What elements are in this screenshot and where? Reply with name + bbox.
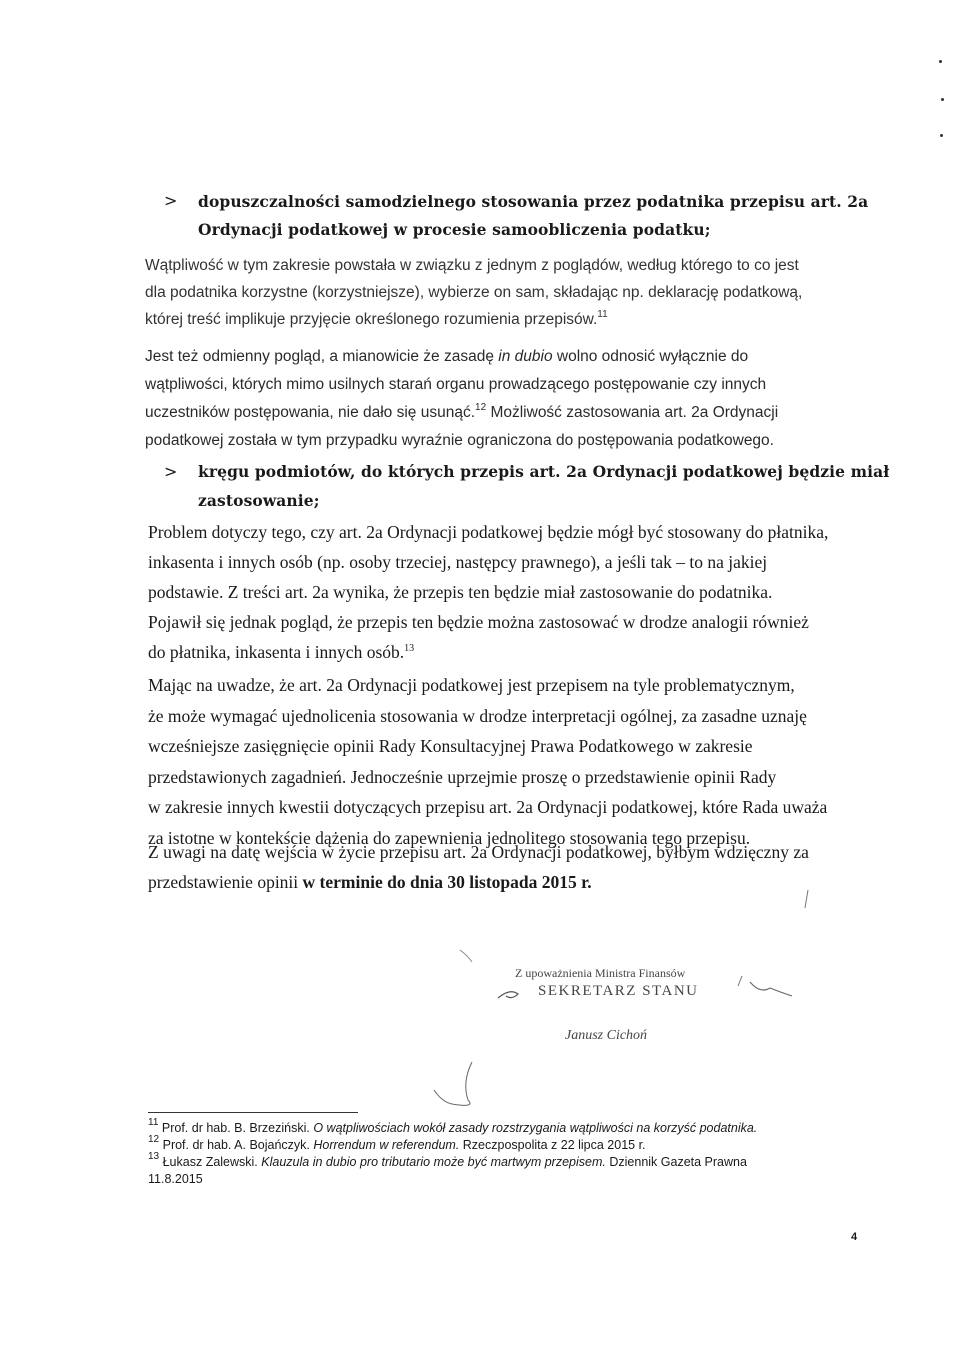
paragraph-2-line1-text: Jest też odmienny pogląd, a mianowicie że zasadę — [145, 348, 494, 365]
footnote-11 — [148, 1117, 868, 1137]
paragraph-4 — [148, 670, 863, 853]
bullet-heading-1-line2: Ordynacji podatkowej w procesie samoobliczenia podatku; — [198, 220, 711, 239]
footnote-author: Prof. dr hab. A. Bojańczyk. — [162, 1138, 310, 1152]
footnote-ref-12: 12 — [475, 402, 487, 413]
paragraph-3-line2: inkasenta i innych osób (np. osoby trzeciej, następcy prawnego), a jeśli tak – to na jakiej — [148, 552, 768, 572]
in-dubio-phrase: in dubio — [498, 348, 553, 365]
paragraph-1-line2: dla podatnika korzystne (korzystniejsze), wybierze on sam, składając np. deklarację podatkową, — [145, 284, 803, 301]
footnote-12 — [148, 1134, 868, 1154]
paragraph-2-line3-rest: Możliwość zastosowania art. 2a Ordynacji — [490, 404, 779, 421]
footnote-author: Łukasz Zalewski. — [162, 1155, 258, 1169]
paragraph-5-line1: Z uwagi na datę wejścia w życie przepisu art. 2a Ordynacji podatkowej, byłbym wdzięczny za — [148, 842, 809, 862]
paragraph-3-line5-text: do płatnika, inkasenta i innych osób. — [148, 642, 405, 662]
paragraph-2-line1 — [145, 343, 865, 371]
paragraph-5-line2-text: przedstawienie opinii — [148, 872, 299, 892]
paragraph-2-line3-text: uczestników postępowania, nie dało się usunąć. — [145, 404, 476, 421]
signatory-name: Janusz Cichoń — [565, 1028, 648, 1043]
footnote-13-continued: 11.8.2015 — [148, 1172, 203, 1186]
paragraph-3 — [148, 517, 863, 667]
paragraph-4-line5: w zakresie innych kwestii dotyczących przepisu art. 2a Ordynacji podatkowej, które Rada uważa — [148, 797, 828, 817]
paragraph-1-line3-text: której treść implikuje przyjęcie określonego rozumienia przepisów. — [145, 311, 598, 328]
paragraph-2-line4: podatkowej została w tym przypadku wyraźnie ograniczona do postępowania podatkowego. — [145, 432, 774, 449]
bullet-heading-1 — [198, 192, 869, 239]
paragraph-3-line4: Pojawił się jednak pogląd, że przepis ten będzie można zastosować w drodze analogii również — [148, 612, 809, 632]
paragraph-1 — [145, 252, 865, 333]
footnote-number: 11 — [148, 1117, 159, 1128]
paragraph-1-line1: Wątpliwość w tym zakresie powstała w związku z jednym z poglądów, według którego to co jest — [145, 257, 799, 274]
scan-mark — [940, 134, 943, 137]
footnote-13 — [148, 1151, 868, 1171]
scan-mark — [939, 60, 942, 63]
paragraph-4-line6: za istotne w kontekście dążenia do zapewnienia jednolitego stosowania tego przepisu. — [148, 827, 751, 848]
footnote-ref-13: 13 — [404, 643, 415, 654]
deadline-text: w terminie do dnia 30 listopada 2015 r. — [302, 872, 592, 892]
paragraph-5 — [148, 837, 863, 897]
bullet-heading-1-line1: dopuszczalności samodzielnego stosowania przez podatnika przepisu art. 2a — [198, 192, 869, 211]
stamp-title: SEKRETARZ STANU — [538, 983, 699, 999]
paragraph-2 — [145, 343, 865, 455]
bullet-heading-2 — [198, 462, 890, 510]
paragraph-3-line1: Problem dotyczy tego, czy art. 2a Ordynacji podatkowej będzie mógł być stosowany do płatnika, — [148, 522, 829, 542]
handwritten-signature-icon — [420, 890, 820, 1110]
paragraph-4-line4: przedstawionych zagadnień. Jednocześnie uprzejmie proszę o przedstawienie opinii Rady — [148, 766, 777, 787]
scan-mark — [941, 98, 944, 101]
paragraph-4-line1: Mając na uwadze, że art. 2a Ordynacji podatkowej jest przepisem na tyle problematycznym, — [148, 675, 795, 695]
paragraph-4-line2: że może wymagać ujednolicenia stosowania w drodze interpretacji ogólnej, za zasadne uznaję — [148, 705, 807, 726]
footnote-source: Dziennik Gazeta Prawna — [609, 1155, 747, 1169]
footnote-title: Klauzula in dubio pro tributario może być martwym przepisem. — [261, 1155, 606, 1169]
paragraph-1-line3 — [145, 306, 865, 333]
page-number: 4 — [851, 1231, 858, 1243]
stamp-authorization: Z upoważnienia Ministra Finansów — [515, 966, 686, 980]
paragraph-4-line3: wcześniejsze zasięgnięcie opinii Rady Konsultacyjnej Prawa Podatkowego w zakresie — [148, 736, 753, 756]
footnote-title: Horrendum w referendum. — [313, 1138, 460, 1152]
paragraph-2-line1-rest: wolno odnosić wyłącznie do — [556, 348, 749, 365]
paragraph-2-line2: wątpliwości, których mimo usilnych starań organu prowadzącego postępowanie czy innych — [145, 376, 767, 393]
arrow-bullet-icon: > — [164, 462, 178, 481]
bullet-heading-2-line1: kręgu podmiotów, do których przepis art. 2a Ordynacji podatkowej będzie miał — [198, 462, 890, 481]
footnote-author: Prof. dr hab. B. Brzeziński. — [161, 1121, 310, 1135]
footnote-separator — [148, 1112, 358, 1113]
arrow-bullet-icon: > — [164, 191, 178, 210]
footnotes — [148, 1117, 868, 1188]
paragraph-2-line3 — [145, 399, 865, 427]
bullet-heading-2-line2: zastosowanie; — [198, 491, 320, 510]
footnote-number: 12 — [148, 1134, 160, 1145]
paragraph-3-line5 — [148, 637, 863, 667]
footnote-number: 13 — [148, 1151, 160, 1162]
paragraph-3-line3: podstawie. Z treści art. 2a wynika, że przepis ten będzie miał zastosowanie do podatnika. — [148, 582, 773, 602]
footnote-source: Rzeczpospolita z 22 lipca 2015 r. — [462, 1138, 646, 1152]
footnote-ref-11: 11 — [597, 309, 608, 320]
footnote-title: O wątpliwościach wokół zasady rozstrzygania wątpliwości na korzyść podatnika. — [313, 1121, 758, 1135]
